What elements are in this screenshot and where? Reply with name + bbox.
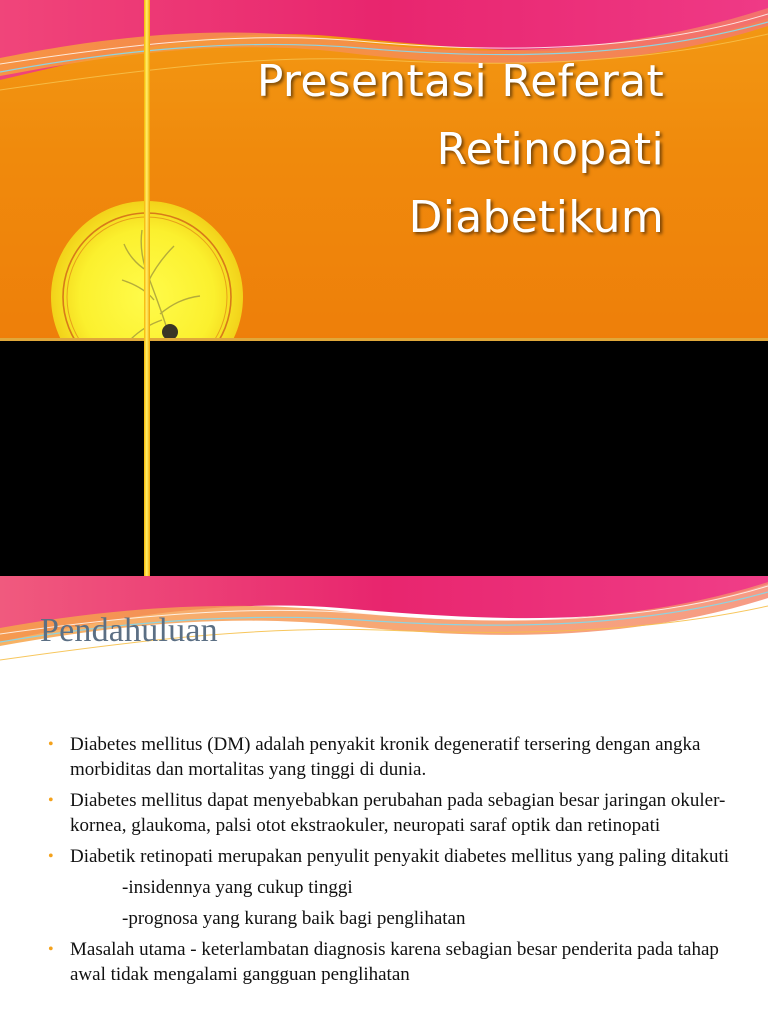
slide-heading: Pendahuluan — [40, 612, 218, 649]
title-slide-background — [0, 0, 768, 341]
vertical-accent-bar — [144, 0, 150, 576]
title-line-3: Diabetikum — [408, 192, 664, 243]
title-line-2: Retinopati — [436, 124, 664, 175]
title-line-1: Presentasi Referat — [256, 56, 664, 107]
presentation-title — [144, 48, 664, 252]
sub-item: -insidennya yang cukup tinggi — [122, 877, 353, 898]
bullet-item: • Diabetes mellitus dapat menyebabkan perubahan pada sebagian besar jaringan okuler- kornea, glaukoma, palsi otot ekstraokuler, neuropati saraf optik dan retinopati — [48, 788, 748, 838]
bullet-list — [48, 732, 748, 993]
bullet-item: • Diabetes mellitus (DM) adalah penyakit kronik degeneratif tersering dengan angka morbiditas dan mortalitas yang tinggi di dunia. — [48, 732, 748, 782]
content-slide — [0, 576, 768, 1024]
bullet-item: • Masalah utama - keterlambatan diagnosis karena sebagian besar penderita pada tahap awal tidak mengalami gangguan penglihatan — [48, 937, 748, 987]
slide-divider-line — [0, 338, 768, 341]
bullet-item: • Diabetik retinopati merupakan penyulit penyakit diabetes mellitus yang paling ditakuti — [48, 844, 748, 869]
sub-item: -prognosa yang kurang baik bagi penglihatan — [122, 908, 466, 929]
